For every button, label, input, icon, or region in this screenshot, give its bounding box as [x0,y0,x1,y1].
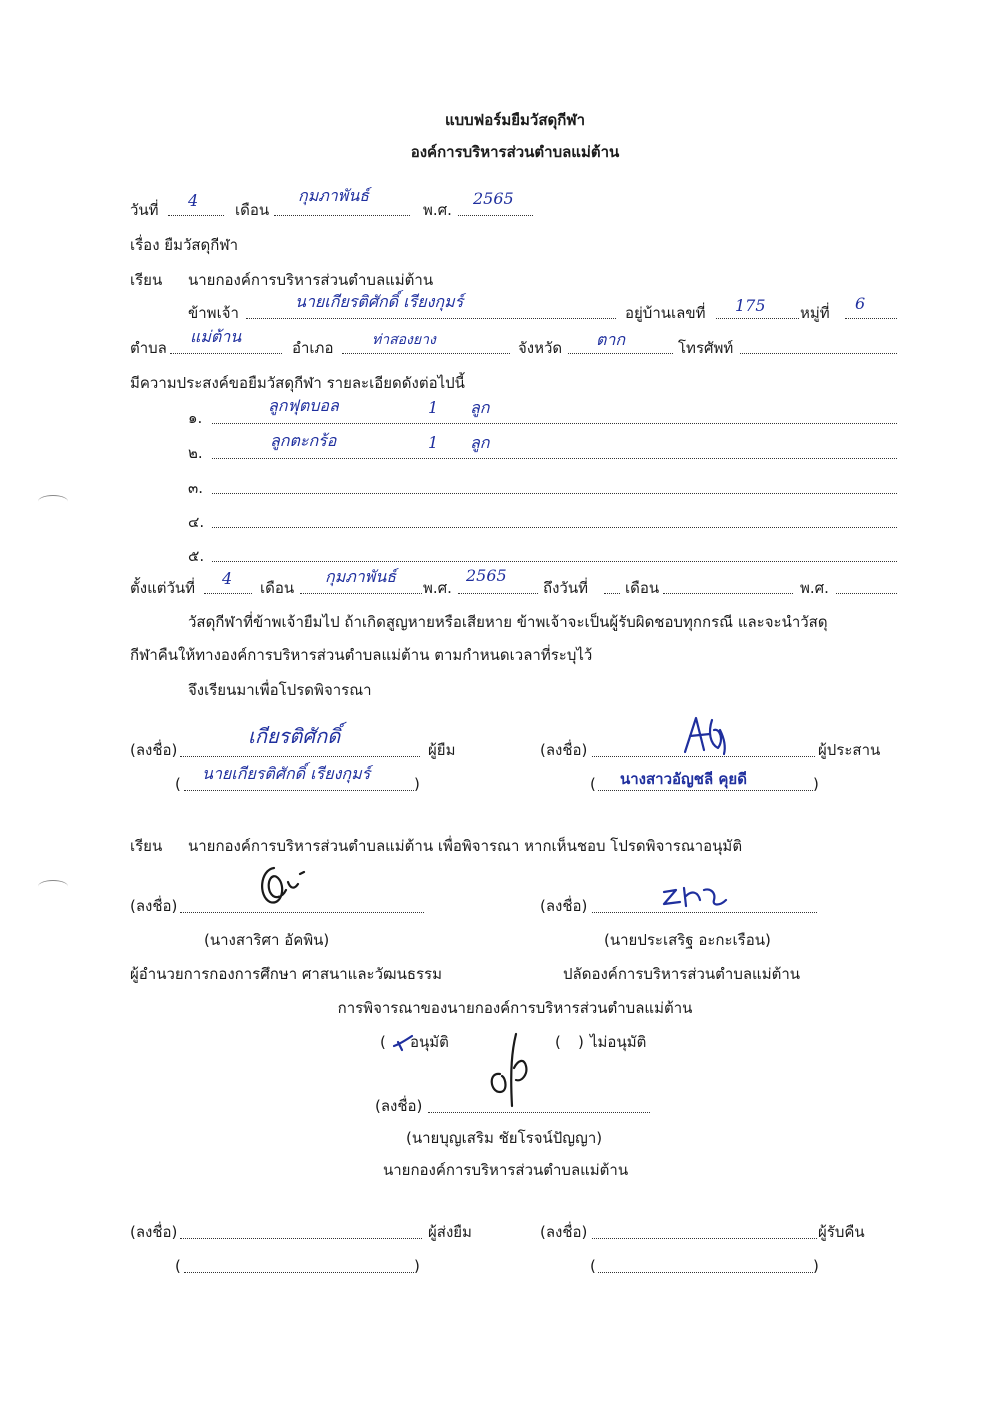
item-field[interactable] [212,423,897,424]
borrower-name-close: ) [414,775,420,793]
deputy-sign-label: (ลงชื่อ) [540,897,588,915]
item-field[interactable] [212,561,897,562]
director-sign-field[interactable] [180,912,424,913]
form-title: แบบฟอร์มยืมวัสดุกีฬา [444,111,586,129]
from-month-field[interactable] [300,593,422,594]
approve-open: ( [380,1033,386,1051]
amphoe-label: อำเภอ [292,339,334,357]
deputy-sign-field[interactable] [592,912,817,913]
terms-line-1: วัสดุกีฬาที่ข้าพเจ้ายืมไป ถ้าเกิดสูญหายหรือเสียหาย ข้าพเจ้าจะเป็นผู้รับผิดชอบทุกกรณี และจะนำวัสดุ [188,613,828,631]
coordinator-name-close: ) [813,775,819,793]
to-year-label: พ.ศ. [800,579,829,597]
borrower-name-open: ( [175,775,181,793]
approve-checkmark[interactable] [392,1034,416,1052]
moo-value: 6 [855,294,866,313]
issuer-name-field[interactable] [184,1272,414,1273]
item-number: ๑. [188,409,203,427]
house-field[interactable] [716,318,799,319]
borrower-sign-label: (ลงชื่อ) [130,741,178,759]
from-day-value: 4 [222,569,233,588]
subject: เรื่อง ยืมวัสดุกีฬา [130,236,239,254]
item-qty: 1 [428,398,439,417]
punch-hole-mark [38,880,68,893]
item-number: ๔. [188,513,205,531]
org-name: องค์การบริหารส่วนตำบลแม่ต้าน [410,143,620,161]
receiver-name-close: ) [813,1257,819,1275]
province-value: ตาก [596,330,626,349]
approve-label: อนุมัติ [410,1033,449,1051]
year-value: 2565 [473,189,514,208]
borrower-name-field[interactable] [184,790,414,791]
to-recipient: นายกองค์การบริหารส่วนตำบลแม่ต้าน [188,271,434,289]
month-field[interactable] [274,215,410,216]
house-value: 175 [735,296,766,315]
amphoe-value: ท่าสองยาง [372,332,436,348]
tambon-field[interactable] [170,353,282,354]
issuer-name-open: ( [175,1257,181,1275]
from-label: ตั้งแต่วันที่ [130,579,196,597]
director-sign-label: (ลงชื่อ) [130,897,178,915]
phone-label: โทรศัพท์ [678,339,734,357]
to-label: เรียน [130,271,163,289]
borrower-signature: เกียรติศักดิ์ [248,724,341,748]
issuer-name-close: ) [414,1257,420,1275]
item-unit: ลูก [470,398,490,417]
phone-field[interactable] [740,353,897,354]
coordinator-name-stamp: นางสาวอัญชลี คุยดี [620,770,747,788]
month-value: กุมภาพันธ์ [298,186,370,205]
item-field[interactable] [212,527,897,528]
purpose: มีความประสงค์ขอยืมวัสดุกีฬา รายละเอียดดังต่อไปนี้ [130,374,465,392]
from-day-field[interactable] [204,593,252,594]
to-date-label: ถึงวันที่ [543,579,588,597]
applicant-name-value: นายเกียรติศักดิ์ เรียงกุมร์ [295,292,464,311]
to-month-label: เดือน [625,579,660,597]
from-month-label: เดือน [260,579,295,597]
receiver-name-open: ( [590,1257,596,1275]
item-name: ลูกตะกร้อ [270,431,337,450]
mayor-sign-field[interactable] [428,1112,650,1113]
day-value: 4 [188,191,199,210]
item-unit: ลูก [470,433,490,452]
to-day-field[interactable] [604,593,620,594]
borrower-role: ผู้ยืม [428,741,456,759]
director-title: ผู้อำนวยการกองการศึกษา ศาสนาและวัฒนธรรม [130,965,442,983]
year-label: พ.ศ. [423,201,452,219]
applicant-name-field[interactable] [246,318,616,319]
receiver-sign-field[interactable] [592,1238,817,1239]
day-field[interactable] [168,215,224,216]
from-month-value: กุมภาพันธ์ [325,567,397,586]
from-year-label: พ.ศ. [423,579,452,597]
reject-label: ไม่อนุมัติ [590,1033,647,1051]
receiver-role: ผู้รับคืน [818,1223,865,1241]
terms-line-2: กีฬาคืนให้ทางองค์การบริหารส่วนตำบลแม่ต้าน ตามกำหนดเวลาที่ระบุไว้ [130,646,593,664]
item-field[interactable] [212,458,897,459]
day-label: วันที่ [130,201,159,219]
tambon-label: ตำบล [130,339,167,357]
item-number: ๒. [188,444,203,462]
forward-label: เรียน [130,837,163,855]
mayor-name: (นายบุญเสริม ชัยโรจน์ปัญญา) [406,1129,603,1147]
item-qty: 1 [428,433,439,452]
mayor-sign-label: (ลงชื่อ) [375,1097,423,1115]
item-number: ๓. [188,479,204,497]
reject-open: ( [555,1033,561,1051]
amphoe-field[interactable] [342,353,510,354]
director-signature [252,862,312,912]
closing: จึงเรียนมาเพื่อโปรดพิจารณา [188,681,372,699]
reject-close: ) [578,1033,584,1051]
mayor-signature [482,1030,542,1110]
from-year-value: 2565 [466,566,507,585]
moo-label: หมู่ที่ [800,304,830,322]
issuer-sign-field[interactable] [180,1238,422,1239]
month-label: เดือน [235,201,270,219]
item-name: ลูกฟุตบอล [268,396,339,415]
receiver-sign-label: (ลงชื่อ) [540,1223,588,1241]
house-label: อยู่บ้านเลขที่ [625,304,706,322]
issuer-sign-label: (ลงชื่อ) [130,1223,178,1241]
issuer-role: ผู้ส่งยืม [428,1223,472,1241]
province-field[interactable] [568,353,673,354]
to-month-field[interactable] [663,593,793,594]
from-year-field[interactable] [458,593,538,594]
tambon-value: แม่ต้าน [190,327,242,346]
deputy-name: (นายประเสริฐ อะกะเรือน) [604,931,771,949]
borrower-name: นายเกียรติศักดิ์ เรียงกุมร์ [202,764,371,783]
applicant-name-label: ข้าพเจ้า [188,304,239,322]
coordinator-sign-label: (ลงชื่อ) [540,741,588,759]
deputy-title: ปลัดองค์การบริหารส่วนตำบลแม่ต้าน [563,965,801,983]
province-label: จังหวัด [518,339,563,357]
receiver-name-field[interactable] [598,1272,813,1273]
punch-hole-mark [38,495,68,508]
mayor-title: นายกองค์การบริหารส่วนตำบลแม่ต้าน [383,1161,629,1179]
item-number: ๕. [188,547,205,565]
moo-field[interactable] [845,318,897,319]
deputy-signature [660,882,740,912]
borrower-sign-field[interactable] [180,756,420,757]
to-year-field[interactable] [836,593,897,594]
year-field[interactable] [458,215,533,216]
coordinator-name-open: ( [590,775,596,793]
item-field[interactable] [212,493,897,494]
coordinator-role: ผู้ประสาน [818,741,881,759]
director-name: (นางสาริศา อัคพิน) [204,931,330,949]
decision-heading: การพิจารณาของนายกองค์การบริหารส่วนตำบลแม่ต้าน [337,999,693,1017]
coordinator-signature [680,710,740,760]
forward-text: นายกองค์การบริหารส่วนตำบลแม่ต้าน เพื่อพิจารณา หากเห็นชอบ โปรดพิจารณาอนุมัติ [188,837,743,855]
